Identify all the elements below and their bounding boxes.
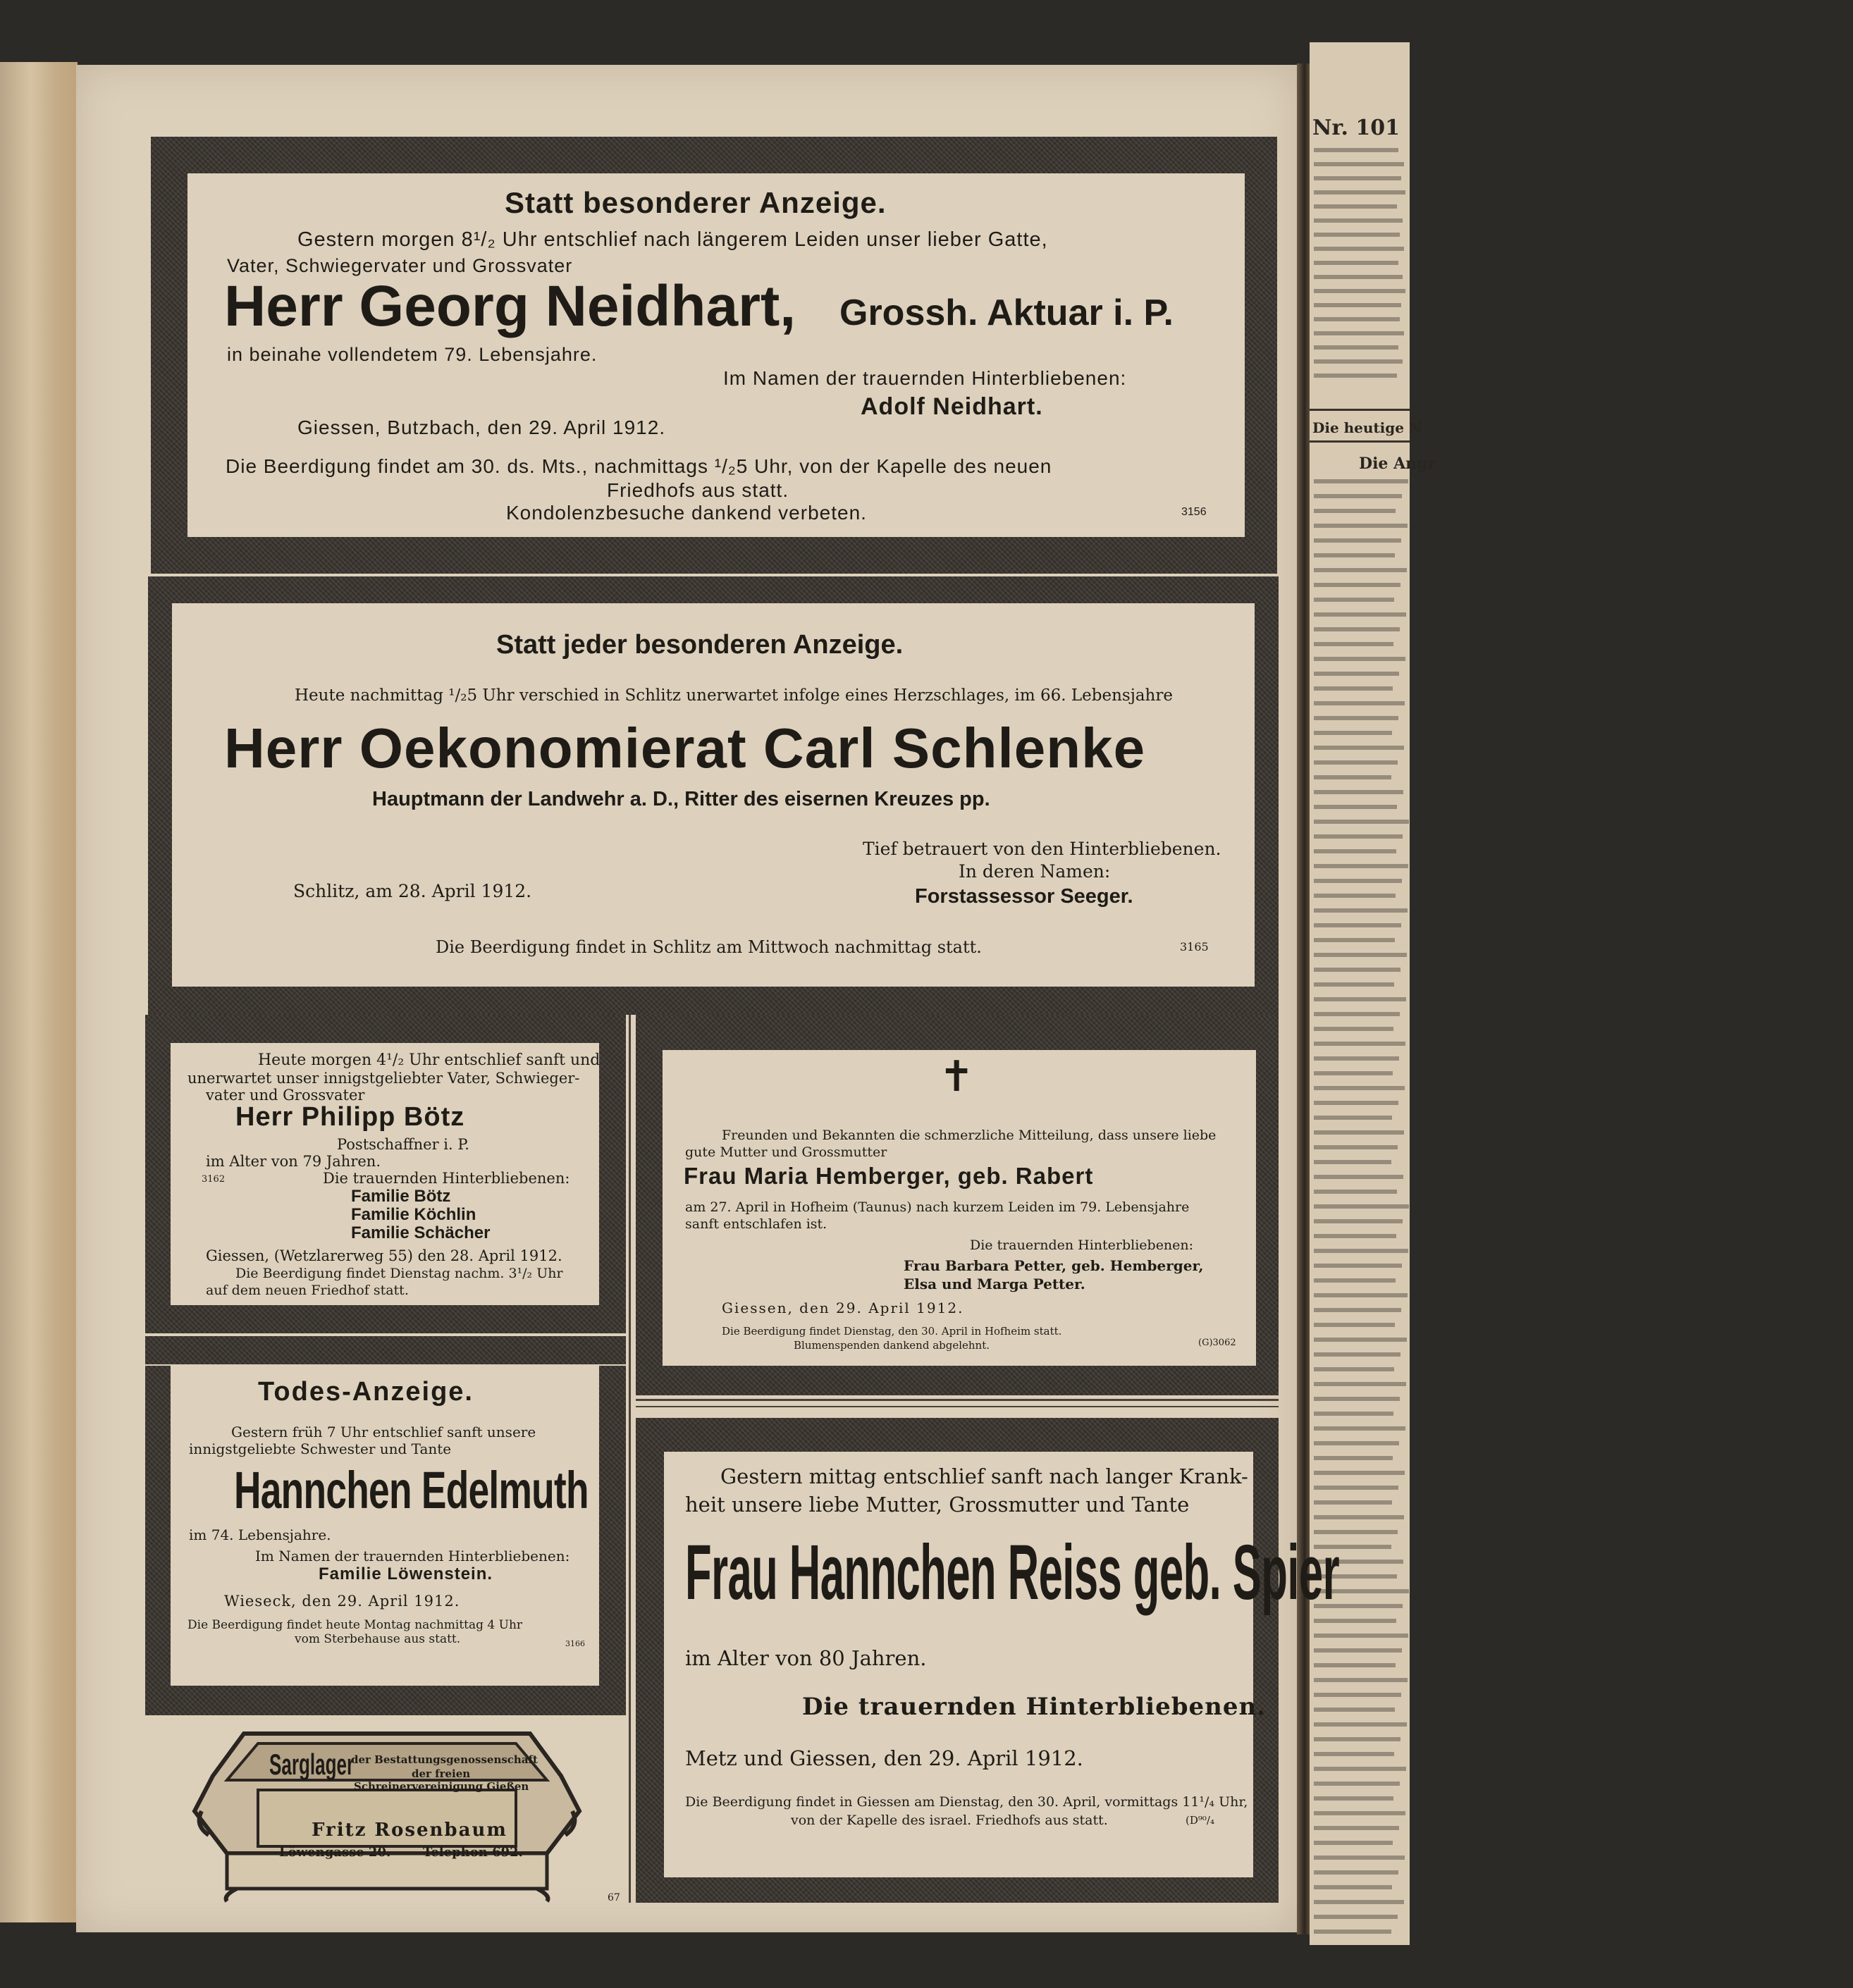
burial-info: Die Beerdigung findet in Giessen am Dienstag, den 30. April, vormittags 11¹/₄ Uhr,: [685, 1794, 1248, 1810]
facing-page-text-line: [1314, 864, 1408, 868]
facing-page-text-line: [1314, 731, 1392, 735]
facing-page-text-line: [1314, 1071, 1393, 1075]
notice-text: Heute nachmittag ¹/₂5 Uhr verschied in Schlitz unerwartet infolge eines Herzschlages, im 66. Lebensjahre: [295, 686, 1173, 705]
facing-page-text-line: [1314, 553, 1395, 557]
notice-boetz: [171, 1043, 599, 1305]
facing-page-text-line: [1314, 1027, 1393, 1031]
burial-info: Die Beerdigung findet in Schlitz am Mittwoch nachmittag statt.: [436, 937, 982, 957]
place-date: Giessen, (Wetzlarerweg 55) den 28. April 1912.: [206, 1247, 562, 1264]
facing-page-text-line: [1314, 1811, 1405, 1815]
family-name: Familie Bötz: [351, 1187, 451, 1206]
facing-page-text-line: [1314, 923, 1401, 927]
ad-number: (D⁹⁰/₄: [1186, 1814, 1214, 1827]
mourners-label: Die trauernden Hinterbliebenen.: [802, 1693, 1267, 1721]
mourners-label: Die trauernden Hinterbliebenen:: [323, 1170, 570, 1187]
notice-text: Heute morgen 4¹/₂ Uhr entschlief sanft und: [258, 1051, 601, 1069]
deceased-name: [685, 1528, 1853, 1617]
notice-text: gute Mutter und Grossmutter: [685, 1144, 887, 1160]
facing-page-text-line: [1314, 538, 1401, 543]
coffin-ad-text: der freien: [412, 1767, 471, 1780]
facing-page-text-line: [1314, 1767, 1406, 1771]
facing-page-text-line: [1314, 879, 1402, 883]
ad-number: 3156: [1181, 506, 1207, 518]
notice-text: am 27. April in Hofheim (Taunus) nach kurzem Leiden im 79. Lebensjahre: [685, 1199, 1190, 1215]
facing-page-text-line: [1314, 746, 1404, 750]
facing-page-text-line: [1314, 494, 1402, 498]
notice-schlenke: [172, 603, 1255, 987]
facing-page-text-line: [1314, 1915, 1398, 1919]
facing-page-text-line: [1314, 834, 1403, 839]
cross-icon: ✝: [939, 1052, 975, 1101]
facing-page-text-line: [1314, 1204, 1409, 1209]
family-name: Familie Köchlin: [351, 1205, 476, 1224]
ad-number: 3165: [1180, 940, 1209, 953]
facing-page-text-line: [1314, 1130, 1404, 1135]
mourner-name: Frau Barbara Petter, geb. Hemberger,: [904, 1257, 1204, 1274]
ad-number: 3162: [202, 1174, 226, 1185]
facing-page-text-line: [1314, 805, 1397, 809]
mourners-label: Tief betrauert von den Hinterbliebenen.: [863, 839, 1221, 859]
facing-page-text-line: [1314, 1900, 1404, 1904]
place-date: Wieseck, den 29. April 1912.: [224, 1593, 460, 1610]
deceased-name-text: Frau Hannchen Reiss geb. Spier: [685, 1529, 1339, 1616]
burial-info: auf dem neuen Friedhof statt.: [206, 1283, 409, 1298]
ad-number: (G)3062: [1198, 1338, 1236, 1348]
notice-heading: Statt jeder besonderen Anzeige.: [496, 630, 904, 660]
facing-page-text-line: [1314, 1471, 1405, 1475]
burial-info: Friedhofs aus statt.: [607, 479, 789, 501]
facing-page-text-line: [1314, 982, 1394, 987]
facing-page-text-line: [1314, 1382, 1406, 1386]
facing-page-text-line: [1314, 627, 1400, 631]
facing-page-text-line: [1314, 1190, 1397, 1194]
burial-info: Die Beerdigung findet am 30. ds. Mts., nachmittags ¹/₂5 Uhr, von der Kapelle des neuen: [226, 455, 1052, 477]
notice-text: Gestern früh 7 Uhr entschlief sanft unsere: [231, 1424, 536, 1440]
place-date: Schlitz, am 28. April 1912.: [293, 881, 532, 901]
mourners-label: Im Namen der trauernden Hinterbliebenen:: [723, 367, 1127, 389]
facing-page-text-line: [1314, 1870, 1398, 1875]
notice-heading: Todes-Anzeige.: [258, 1377, 474, 1407]
facing-page-text-line: [1314, 1012, 1400, 1016]
family-name: Familie Schächer: [351, 1223, 491, 1242]
facing-page: [1310, 42, 1436, 1945]
facing-page-text-line: [1314, 997, 1406, 1001]
facing-page-text-line: [1314, 524, 1408, 528]
facing-page-text-line: [1314, 908, 1408, 913]
notice-text: im 74. Lebensjahre.: [189, 1526, 331, 1543]
facing-page-text-line: [1314, 1264, 1402, 1268]
facing-page-text-line: [1314, 953, 1407, 957]
occupation: Postschaffner i. P.: [337, 1136, 469, 1153]
coffin-ad-owner: Fritz Rosenbaum: [312, 1820, 507, 1841]
burial-info: vom Sterbehause aus statt.: [295, 1632, 461, 1646]
facing-page-section-heading: Die heutige N: [1312, 419, 1422, 436]
facing-page-text-line: [1314, 598, 1394, 602]
facing-page-text-line: [1314, 1116, 1392, 1120]
column-rule-vertical: [629, 1015, 631, 1903]
column-rule: [636, 1406, 1279, 1407]
deceased-name: Herr Georg Neidhart,: [224, 274, 796, 338]
notice-neidhart: [187, 173, 1245, 537]
facing-page-text-line: [1314, 1160, 1391, 1164]
facing-page-text-line: [1314, 657, 1405, 661]
mourner-name: Elsa und Marga Petter.: [904, 1276, 1085, 1292]
notice-text: Freunden und Bekannten die schmerzliche Mitteilung, dass unsere liebe: [722, 1128, 1217, 1143]
notice-divider: [145, 1336, 626, 1364]
facing-page-text-line: [1314, 1752, 1394, 1756]
facing-page-header: Nr. 101: [1312, 116, 1400, 140]
facing-page-text-line: [1314, 1856, 1405, 1860]
notice-text: im Alter von 79 Jahren.: [206, 1153, 381, 1170]
facing-page-text-line: [1314, 509, 1396, 513]
mourner-name: Forstassessor Seeger.: [915, 885, 1133, 908]
burial-info: Blumenspenden dankend abgelehnt.: [794, 1339, 990, 1352]
ad-number: 3166: [565, 1639, 585, 1648]
facing-page-text-line: [1314, 1367, 1394, 1371]
facing-page-text-line: [1314, 1930, 1391, 1934]
place-date: Giessen, Butzbach, den 29. April 1912.: [297, 416, 666, 438]
place-date: Giessen, den 29. April 1912.: [722, 1299, 964, 1316]
mourners-label: Die trauernden Hinterbliebenen:: [970, 1237, 1194, 1253]
deceased-title: Grossh. Aktuar i. P.: [839, 292, 1174, 333]
facing-page-text-line: [1314, 1426, 1405, 1431]
coffin-advertisement: [195, 1712, 579, 1903]
notice-reiss: [664, 1452, 1339, 1877]
deceased-name-text: Hannchen Edelmuth: [234, 1461, 589, 1519]
facing-page-text-line: [1314, 1826, 1399, 1830]
notice-text: innigstgeliebte Schwester und Tante: [189, 1440, 452, 1457]
facing-page-text-line: [1314, 1249, 1408, 1253]
facing-page-text-line: [1314, 1648, 1402, 1653]
facing-page-text-line: [1314, 1500, 1392, 1505]
notice-text: Gestern morgen 8¹/₂ Uhr entschlief nach längerem Leiden unser lieber Gatte,: [297, 228, 1048, 251]
burial-info: Die Beerdigung findet heute Montag nachmittag 4 Uhr: [187, 1618, 523, 1632]
facing-page-text-line: [1314, 1308, 1401, 1312]
facing-page-text-line: [1314, 1441, 1399, 1445]
facing-page-text-line: [1314, 686, 1393, 691]
facing-page-text-line: [1314, 1456, 1393, 1460]
facing-page-text-line: [1314, 1885, 1392, 1889]
deceased-name: Herr Oekonomierat Carl Schlenke: [224, 717, 1146, 779]
facing-page-text-line: [1314, 1634, 1408, 1638]
coffin-ad-address: Löwengasse 20.: [279, 1845, 391, 1860]
burial-info: von der Kapelle des israel. Friedhofs aus statt.: [791, 1813, 1108, 1828]
facing-page-text-line: [1314, 1175, 1403, 1179]
facing-page-text-line: [1314, 1352, 1400, 1357]
coffin-illustration: [195, 1712, 579, 1903]
burial-info: Die Beerdigung findet Dienstag nachm. 3¹/₂ Uhr: [235, 1266, 563, 1281]
deceased-title: Hauptmann der Landwehr a. D., Ritter des eisernen Kreuzes pp.: [372, 788, 990, 810]
mourner-name: Familie Löwenstein.: [319, 1564, 493, 1583]
facing-page-text-line: [1314, 716, 1398, 720]
notice-text: im Alter von 80 Jahren.: [685, 1646, 927, 1670]
coffin-ad-text: Schreinervereinigung Gießen: [354, 1780, 529, 1793]
facing-page-text-line: [1314, 1234, 1396, 1238]
notice-text: unerwartet unser innigstgeliebter Vater, Schwieger-: [187, 1070, 580, 1087]
page-gutter: [1297, 63, 1310, 1934]
facing-page-text-line: [1314, 1323, 1395, 1327]
notice-text: Vater, Schwiegervater und Grossvater: [227, 255, 573, 276]
facing-page-text-line: [1314, 894, 1396, 898]
facing-page-text-line: [1314, 790, 1403, 794]
facing-page-article-heading: Die Angr: [1359, 455, 1436, 473]
notice-hemberger: [663, 1050, 1256, 1366]
facing-page-text-line: [1314, 1693, 1401, 1697]
on-behalf-label: In deren Namen:: [959, 861, 1111, 882]
notice-edelmuth: [171, 1366, 599, 1686]
facing-page-text-line: [1314, 568, 1407, 572]
facing-page-text-line: [1314, 1515, 1404, 1519]
condolence-note: Kondolenzbesuche dankend verbeten.: [506, 502, 867, 524]
facing-page-text-line: [1314, 1708, 1395, 1712]
facing-page-text-line: [1314, 672, 1399, 676]
facing-page-text-line: [1314, 1086, 1405, 1090]
facing-page-text-line: [1314, 1412, 1393, 1416]
facing-page-text-line: [1314, 968, 1400, 972]
facing-page-text-line: [1314, 612, 1406, 617]
facing-page-text-line: [1314, 1056, 1399, 1061]
book-binding-edge: [0, 62, 78, 1922]
facing-page-text-line: [1314, 760, 1398, 765]
facing-page-text-line: [1314, 1737, 1400, 1741]
facing-page-text-line: [1314, 1619, 1396, 1623]
coffin-brand-text: Sarglager: [269, 1748, 355, 1781]
facing-page-text-line: [1314, 1397, 1400, 1401]
facing-page-text-line: [1314, 938, 1395, 942]
column-rule: [636, 1399, 1279, 1401]
mourner-name: Adolf Neidhart.: [861, 393, 1043, 420]
notice-text: vater und Grossvater: [206, 1087, 365, 1104]
coffin-ad-text: der Bestattungsgenossenschaft: [351, 1753, 538, 1766]
facing-page-text-line: [1314, 1293, 1408, 1297]
facing-page-text-line: [1314, 583, 1400, 587]
facing-page-text-line: [1314, 1796, 1393, 1801]
place-date: Metz und Giessen, den 29. April 1912.: [685, 1746, 1083, 1770]
facing-page-text-line: [1314, 1278, 1396, 1283]
page-number: 67: [608, 1892, 620, 1903]
facing-page-text-line: [1314, 1219, 1403, 1223]
coffin-ad-phone: Telephon 692.: [423, 1845, 523, 1860]
facing-page-text-line: [1314, 479, 1408, 483]
facing-page-text-line: [1314, 1663, 1396, 1667]
mourners-label: Im Namen der trauernden Hinterbliebenen:: [255, 1548, 570, 1564]
facing-page-text-line: [1314, 1782, 1400, 1786]
facing-page-text-line: [1314, 1338, 1407, 1342]
facing-page-text-line: [1314, 1101, 1398, 1105]
facing-page-text-line: [1314, 1145, 1398, 1149]
facing-page-text-line: [1314, 1042, 1405, 1046]
deceased-name: Herr Philipp Bötz: [235, 1102, 465, 1132]
facing-page-text-line: [1314, 642, 1393, 646]
facing-page-text-line: [1314, 1841, 1393, 1845]
facing-page-text-line: [1314, 1486, 1398, 1490]
facing-page-text-line: [1314, 849, 1396, 853]
facing-page-text-line: [1314, 820, 1409, 824]
notice-text: Gestern mittag entschlief sanft nach langer Krank-: [720, 1464, 1248, 1488]
notice-text: sanft entschlafen ist.: [685, 1216, 827, 1232]
facing-page-text-line: [1314, 1722, 1407, 1727]
burial-info: Die Beerdigung findet Dienstag, den 30. April in Hofheim statt.: [722, 1325, 1062, 1338]
deceased-name: Frau Maria Hemberger, geb. Rabert: [684, 1163, 1094, 1189]
notice-text: in beinahe vollendetem 79. Lebensjahre.: [227, 344, 598, 365]
notice-text: heit unsere liebe Mutter, Grossmutter und Tante: [685, 1493, 1190, 1517]
notice-heading: Statt besonderer Anzeige.: [505, 186, 887, 219]
facing-page-text-line: [1314, 701, 1405, 705]
facing-page-text-line: [1314, 1678, 1408, 1682]
facing-page-text-line: [1314, 775, 1391, 779]
